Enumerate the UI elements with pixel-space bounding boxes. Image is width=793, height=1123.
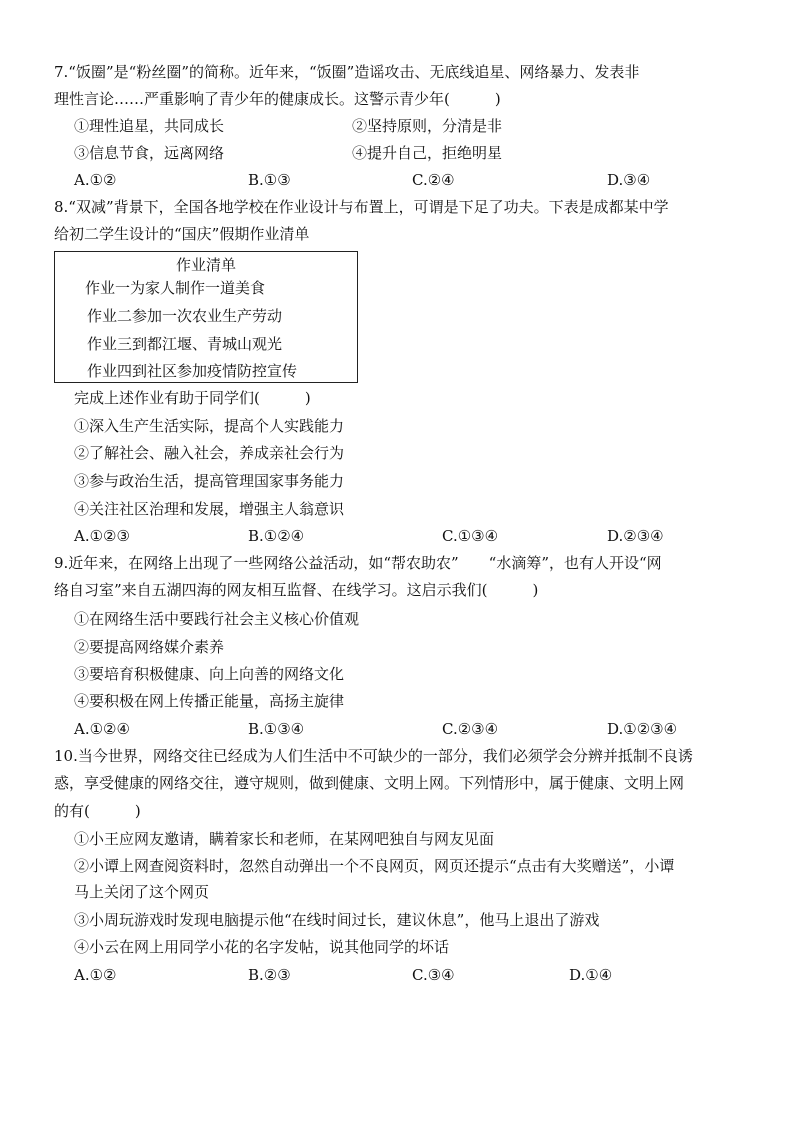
q8-choice-b: B.①②④ xyxy=(248,527,305,545)
q7-item-3: ③信息节食，远离网络 xyxy=(74,144,225,162)
q8-choice-d: D.②③④ xyxy=(607,527,664,545)
homework-list-row-2: 作业二参加一次农业生产劳动 xyxy=(87,307,283,325)
homework-list-title: 作业清单 xyxy=(175,256,236,274)
q10-item-1: ①小王应网友邀请，瞒着家长和老师，在某网吧独自与网友见面 xyxy=(74,830,495,848)
q8-item-4: ④关注社区治理和发展，增强主人翁意识 xyxy=(74,500,345,518)
q10-choice-b: B.②③ xyxy=(248,966,291,984)
q7-item-2: ②坚持原则，分清是非 xyxy=(352,117,503,135)
q7-stem-line-2: 理性言论……严重影响了青少年的健康成长。这警示青少年( ) xyxy=(54,90,501,108)
q9-choice-a: A.①②④ xyxy=(74,720,130,738)
q8-item-1: ①深入生产生活实际，提高个人实践能力 xyxy=(74,417,345,435)
q7-item-1: ①理性追星，共同成长 xyxy=(74,117,225,135)
q10-stem-line-2: 惑，享受健康的网络交往，遵守规则，做到健康、文明上网。下列情形中，属于健康、文明上网 xyxy=(54,774,685,792)
q9-item-3: ③要培育积极健康、向上向善的网络文化 xyxy=(74,665,345,683)
q7-choice-c: C.②④ xyxy=(412,171,455,189)
homework-list-row-1: 作业一为家人制作一道美食 xyxy=(85,279,266,297)
q8-item-2: ②了解社会、融入社会，养成亲社会行为 xyxy=(74,444,345,462)
q8-stem-line-2: 给初二学生设计的“国庆”假期作业清单 xyxy=(54,225,310,243)
q9-stem-line-1: 9.近年来，在网络上出现了一些网络公益活动，如“帮农助农” “水滴筹”，也有人开设“网 xyxy=(54,554,662,572)
q10-choice-d: D.①④ xyxy=(569,966,613,984)
q8-stem-line-1: 8.“双减”背景下，全国各地学校在作业设计与布置上，可谓是下足了功夫。下表是成都某中学 xyxy=(54,198,669,216)
q10-choice-a: A.①② xyxy=(74,966,117,984)
q9-item-1: ①在网络生活中要践行社会主义核心价值观 xyxy=(74,610,360,628)
q9-choice-d: D.①②③④ xyxy=(607,720,678,738)
q7-choice-b: B.①③ xyxy=(248,171,291,189)
q9-choice-c: C.②③④ xyxy=(442,720,499,738)
q9-item-4: ④要积极在网上传播正能量，高扬主旋律 xyxy=(74,692,345,710)
q9-choice-b: B.①③④ xyxy=(248,720,305,738)
homework-list-row-4: 作业四到社区参加疫情防控宣传 xyxy=(87,362,298,380)
q7-choice-d: D.③④ xyxy=(607,171,651,189)
q10-item-4: ④小云在网上用同学小花的名字发帖，说其他同学的坏话 xyxy=(74,938,450,956)
q10-stem-line-3: 的有( ) xyxy=(54,802,141,820)
q7-choice-a: A.①② xyxy=(74,171,117,189)
q8-item-3: ③参与政治生活，提高管理国家事务能力 xyxy=(74,472,345,490)
q10-stem-line-1: 10.当今世界，网络交往已经成为人们生活中不可缺少的一部分，我们必须学会分辨并抵制不良诱 xyxy=(54,747,693,765)
q8-choice-c: C.①③④ xyxy=(442,527,499,545)
q7-item-4: ④提升自己，拒绝明星 xyxy=(352,144,503,162)
q9-item-2: ②要提高网络媒介素养 xyxy=(74,638,225,656)
q8-prompt: 完成上述作业有助于同学们( ) xyxy=(74,389,311,407)
homework-list-table xyxy=(54,251,358,383)
q9-stem-line-2: 络自习室”来自五湖四海的网友相互监督、在线学习。这启示我们( ) xyxy=(54,581,539,599)
q10-item-2-continued: 马上关闭了这个网页 xyxy=(74,883,210,901)
q10-choice-c: C.③④ xyxy=(412,966,455,984)
q8-choice-a: A.①②③ xyxy=(74,527,130,545)
q10-item-2: ②小谭上网查阅资料时，忽然自动弹出一个不良网页，网页还提示“点击有大奖赠送”，小谭 xyxy=(74,857,675,875)
homework-list-row-3: 作业三到都江堰、青城山观光 xyxy=(87,335,283,353)
q10-item-3: ③小周玩游戏时发现电脑提示他“在线时间过长，建议休息”，他马上退出了游戏 xyxy=(74,911,600,929)
q7-stem-line-1: 7.“饭圈”是“粉丝圈”的简称。近年来，“饭圈”造谣攻击、无底线追星、网络暴力、发表非 xyxy=(54,63,640,81)
